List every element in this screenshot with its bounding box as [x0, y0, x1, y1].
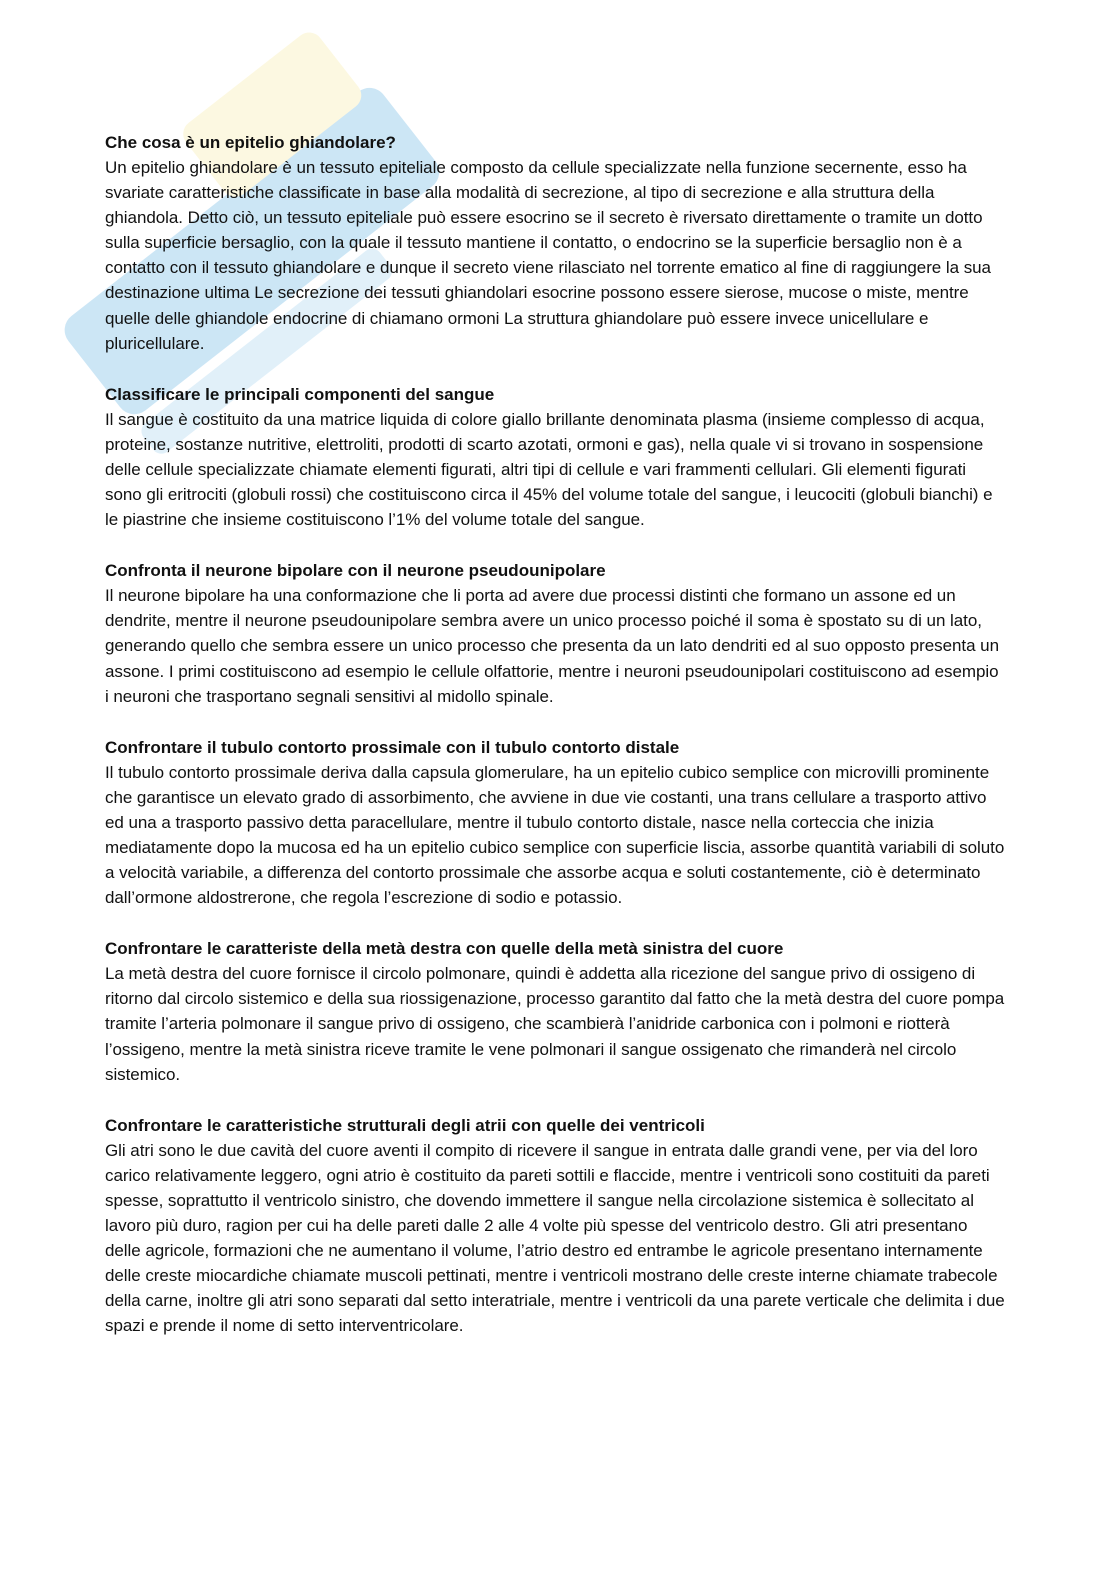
section-title: Confrontare le caratteristiche strutturali degli atrii con quelle dei ventricoli — [105, 1115, 705, 1135]
section-meta-cuore — [105, 936, 1005, 1086]
section-body: Il sangue è costituito da una matrice liquida di colore giallo brillante denominata plasma (insieme complesso di acqua, proteine, sostanze nutritive, elettroliti, prodotti di scarto azotati, ormoni e gas), nella quale vi si trovano in sospensione delle cellule specializzate chiamate elementi figurati, altri tipi di cellule e vari frammenti cellulari. Gli elementi figurati sono gli eritrociti (globuli rossi) che costituiscono circa il 45% del volume totale del sangue, i leucociti (globuli bianchi) e le piastrine che insieme costituiscono l’1% del volume totale del sangue. — [105, 409, 993, 530]
section-title: Confrontare il tubulo contorto prossimale con il tubulo contorto distale — [105, 737, 680, 757]
section-componenti-sangue — [105, 382, 1005, 532]
document-page — [105, 130, 1005, 1364]
section-title: Confrontare le caratteriste della metà destra con quelle della metà sinistra del cuore — [105, 939, 784, 959]
section-neurone-bipolare — [105, 558, 1005, 708]
section-title: Che cosa è un epitelio ghiandolare? — [105, 133, 396, 152]
section-body: Un epitelio ghiandolare è un tessuto epiteliale composto da cellule specializzate nella funzione secernente, esso ha svariate caratteristiche classificate in base alla modalità di secrezione, al tipo di secrezione e alla struttura della ghiandola. Detto ciò, un tessuto epiteliale può essere esocrino se il secreto è riversato direttamente o tramite un dotto sulla superficie bersaglio, con la quale il tessuto mantiene il contatto, o endocrino se la superficie bersaglio non è a contatto con il tessuto ghiandolare e dunque il secreto viene rilasciato nel torrente ematico al fine di raggiungere la sua destinazione ultima Le secrezione dei tessuti ghiandolari esocrine possono essere sierose, mucose o miste, mentre quelle delle ghiandole endocrine di chiamano ormoni La struttura ghiandolare può essere invece unicellulare e pluricellulare. — [105, 158, 991, 353]
section-tubulo-contorto — [105, 735, 1005, 911]
section-atrii-ventricoli — [105, 1113, 1005, 1339]
section-title: Confronta il neurone bipolare con il neurone pseudounipolare — [105, 561, 606, 581]
section-title: Classificare le principali componenti del sangue — [105, 384, 495, 404]
section-body: Il neurone bipolare ha una conformazione che li porta ad avere due processi distinti che formano un assone ed un dendrite, mentre il neurone pseudounipolare sembra avere un unico processo poiché il soma è spostato su di un lato, generando quello che sembra essere un unico processo che presenta da un lato dendriti ed al suo opposto presenta un assone. I primi costituiscono ad esempio le cellule olfattorie, mentre i neuroni pseudounipolari costituiscono ad esempio i neuroni che trasportano segnali sensitivi al midollo spinale. — [105, 586, 999, 706]
section-body: Gli atri sono le due cavità del cuore aventi il compito di ricevere il sangue in entrata dalle grandi vene, per via del loro carico relativamente leggero, ogni atrio è costituito da pareti sottili e flaccide, mentre i ventricoli sono costituiti da pareti spesse, soprattutto il ventricolo sinistro, che dovendo immettere il sangue nella circolazione sistemica è sollecitato al lavoro più duro, ragion per cui ha delle pareti dalle 2 alle 4 volte più spesse del ventricolo destro. Gli atri presentano delle agricole, formazioni che ne aumentano il volume, l’atrio destro ed entrambe le agricole presentano internamente delle creste miocardiche chiamate muscoli pettinati, mentre i ventricoli mostrano delle creste interne chiamate trabecole della carne, inoltre gli atri sono separati dal setto interatriale, mentre i ventricoli da una parete verticale che delimita i due spazi e prende il nome di setto interventricolare. — [105, 1140, 1005, 1336]
section-epitelio-ghiandolare — [105, 130, 1005, 356]
section-body: La metà destra del cuore fornisce il circolo polmonare, quindi è addetta alla ricezione del sangue privo di ossigeno di ritorno dal circolo sistemico e della sua riossigenazione, processo garantito dal fatto che la metà destra del cuore pompa tramite l’arteria polmonare il sangue privo di ossigeno, che scambierà l’anidride carbonica con i polmoni e riotterà l’ossigeno, mentre la metà sinistra riceve tramite le vene polmonari il sangue ossigenato che rimanderà nel circolo sistemico. — [105, 964, 1005, 1084]
section-body: Il tubulo contorto prossimale deriva dalla capsula glomerulare, ha un epitelio cubico semplice con microvilli prominente che garantisce un elevato grado di assorbimento, che avviene in due vie costanti, una trans cellulare a trasporto attivo ed una a trasporto passivo detta paracellulare, mentre il tubulo contorto distale, nasce nella corteccia che inizia mediatamente dopo la mucosa ed ha un epitelio cubico semplice con superficie liscia, assorbe quantità variabili di soluto a velocità variabile, a differenza del contorto prossimale che assorbe acqua e soluti costantemente, ciò è determinato dall’ormone aldostrerone, che regola l’escrezione di sodio e potassio. — [105, 762, 1005, 908]
